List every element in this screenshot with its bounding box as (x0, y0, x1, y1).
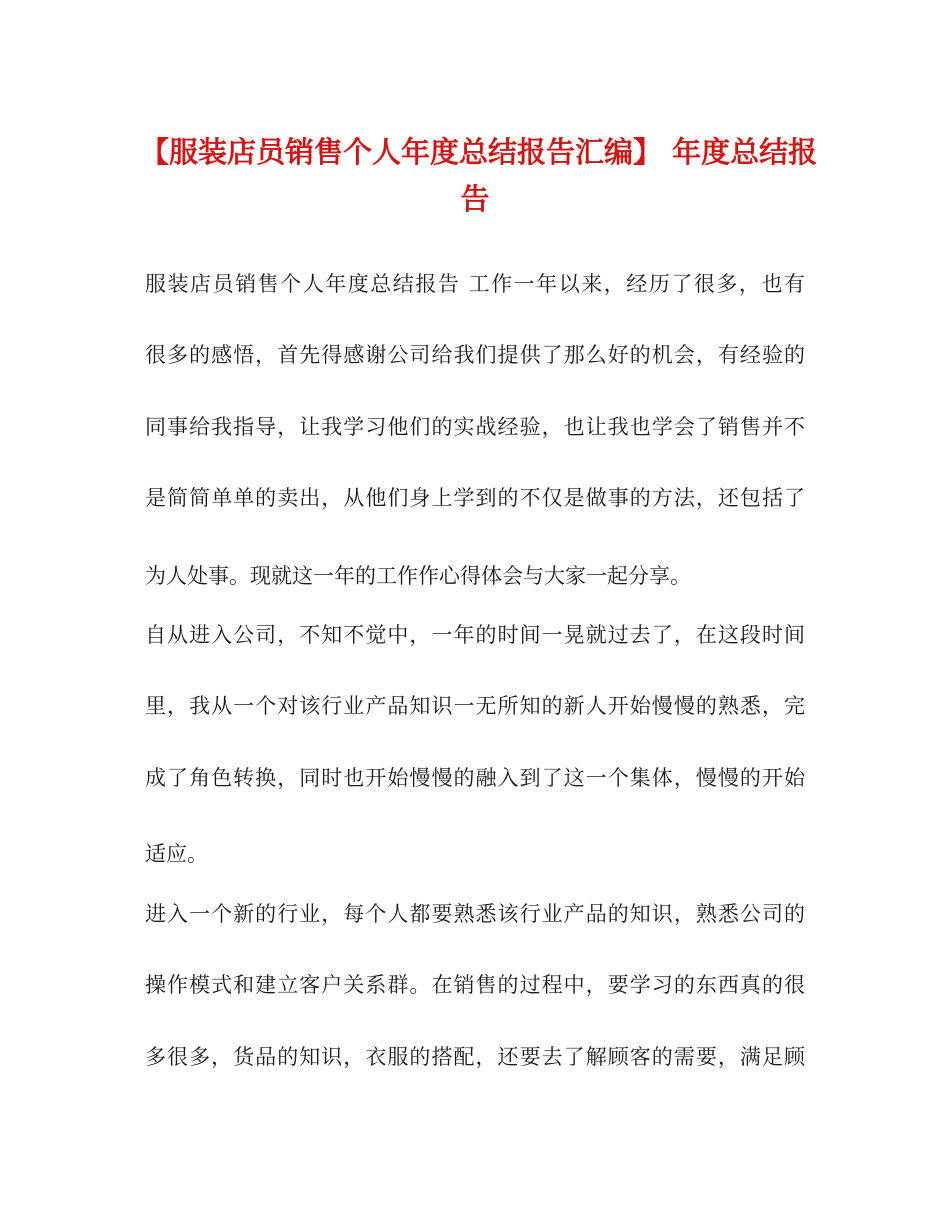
paragraph-line: 服装店员销售个人年度总结报告 工作一年以来，经历了很多，也有 (145, 272, 805, 296)
document-title-line-2: 告 (460, 182, 490, 216)
paragraph-line: 为人处事。现就这一年的工作作心得体会与大家一起分享。 (145, 564, 691, 588)
paragraph-line: 同事给我指导，让我学习他们的实战经验，也让我也学会了销售并不 (145, 415, 805, 439)
paragraph-line: 成了角色转换，同时也开始慢慢的融入到了这一个集体，慢慢的开始 (145, 766, 805, 790)
paragraph-line: 适应。 (145, 842, 208, 866)
document-title-line-1: 【服装店员销售个人年度总结报告汇编】 年度总结报 (140, 135, 818, 169)
paragraph-line: 多很多，货品的知识，衣服的搭配，还要去了解顾客的需要，满足顾 (145, 1045, 805, 1069)
paragraph-line: 进入一个新的行业，每个人都要熟悉该行业产品的知识，熟悉公司的 (145, 902, 805, 926)
paragraph-line: 里，我从一个对该行业产品知识一无所知的新人开始慢慢的熟悉，完 (145, 694, 805, 718)
paragraph-line: 操作模式和建立客户关系群。在销售的过程中，要学习的东西真的很 (145, 973, 805, 997)
paragraph-line: 自从进入公司，不知不觉中，一年的时间一晃就过去了，在这段时间 (145, 623, 805, 647)
paragraph-line: 很多的感悟，首先得感谢公司给我们提供了那么好的机会，有经验的 (145, 343, 805, 367)
paragraph-line: 是简简单单的卖出，从他们身上学到的不仅是做事的方法，还包括了 (145, 486, 805, 510)
